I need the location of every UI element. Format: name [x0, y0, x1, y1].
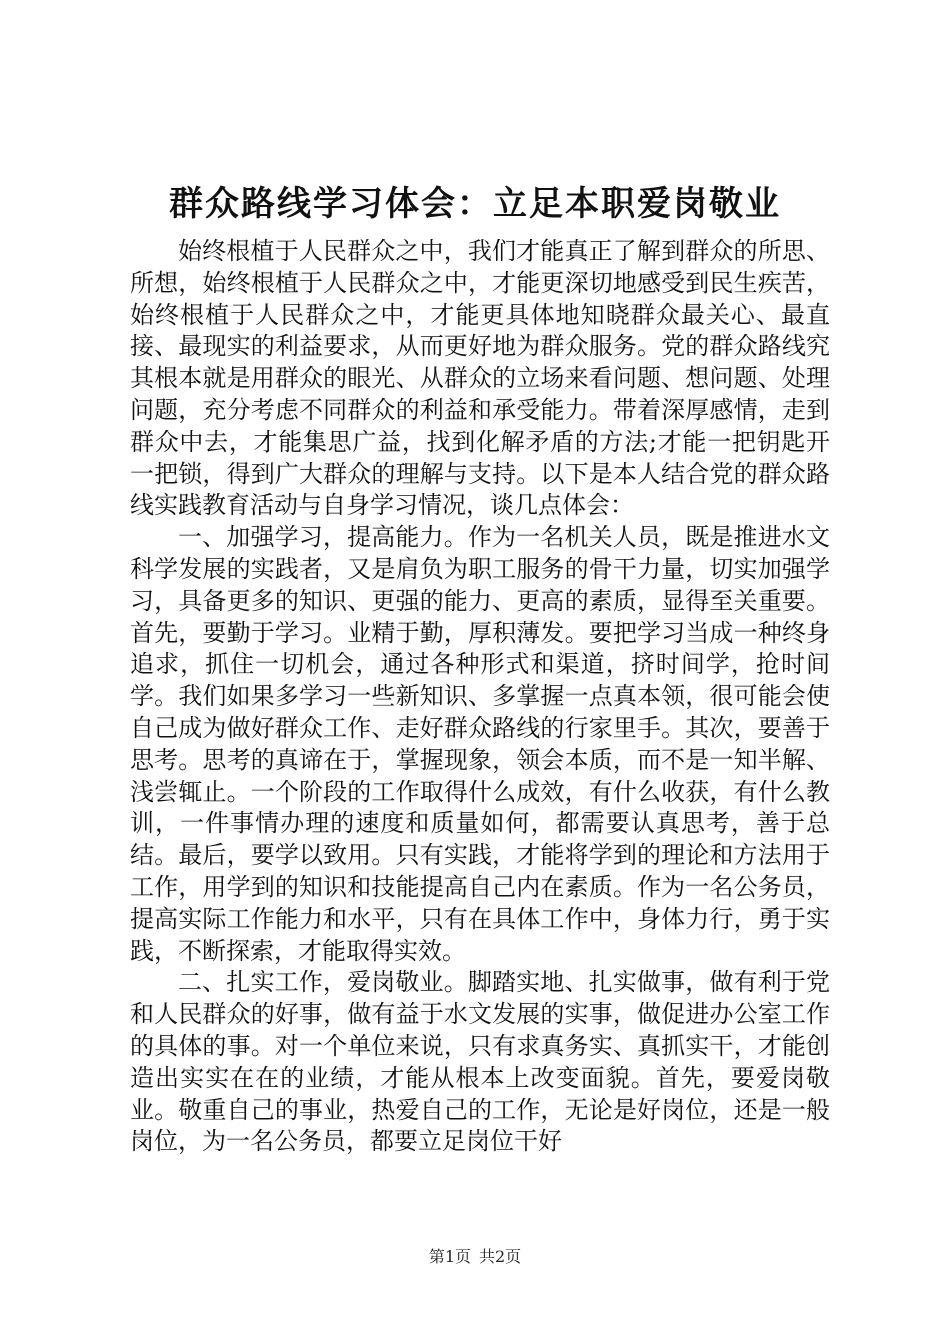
paragraph-section-2: 二、扎实工作，爱岗敬业。脚踏实地、扎实做事，做有利于党和人民群众的好事，做有益于水文发展的实事，做促进办公室工作的具体的事。对一个单位来说，只有求真务实、真抓实干，才能创造出实实在在的业绩，才能从根本上改变面貌。首先，要爱岗敬业。敬重自己的事业，热爱自己的工作，无论是好岗位，还是一般岗位，为一名公务员，都要立足岗位干好 [130, 968, 830, 1156]
page-number-total: 共2页 [479, 1247, 522, 1266]
paragraph-section-1: 一、加强学习，提高能力。作为一名机关人员，既是推进水文科学发展的实践者，又是肩负为职工服务的骨干力量，切实加强学习，具备更多的知识、更强的能力、更高的素质，显得至关重要。首先，要勤于学习。业精于勤，厚积薄发。要把学习当成一种终身追求，抓住一切机会，通过各种形式和渠道，挤时间学，抢时间学。我们如果多学习一些新知识、多掌握一点真本领，很可能会使自己成为做好群众工作、走好群众路线的行家里手。其次，要善于思考。思考的真谛在于，掌握现象，领会本质，而不是一知半解、浅尝辄止。一个阶段的工作取得什么成效，有什么收获，有什么教训，一件事情办理的速度和质量如何，都需要认真思考，善于总结。最后，要学以致用。只有实践，才能将学到的理论和方法用于工作，用学到的知识和技能提高自己内在素质。作为一名公务员，提高实际工作能力和水平，只有在具体工作中，身体力行，勇于实践，不断探索，才能取得实效。 [130, 523, 830, 965]
document-title: 群众路线学习体会：立足本职爱岗敬业 [169, 184, 781, 224]
page-footer [0, 1246, 950, 1268]
page-number-current: 第1页 [428, 1247, 471, 1266]
document-body [130, 236, 830, 1158]
paragraph-intro: 始终根植于人民群众之中，我们才能真正了解到群众的所思、所想，始终根植于人民群众之中，才能更深切地感受到民生疾苦，始终根植于人民群众之中，才能更具体地知晓群众最关心、最直接、最现实的利益要求，从而更好地为群众服务。党的群众路线究其根本就是用群众的眼光、从群众的立场来看问题、想问题、处理问题，充分考虑不同群众的利益和承受能力。带着深厚感情，走到群众中去，才能集思广益，找到化解矛盾的方法;才能一把钥匙开一把锁，得到广大群众的理解与支持。以下是本人结合党的群众路线实践教育活动与自身学习情况，谈几点体会： [130, 237, 830, 520]
